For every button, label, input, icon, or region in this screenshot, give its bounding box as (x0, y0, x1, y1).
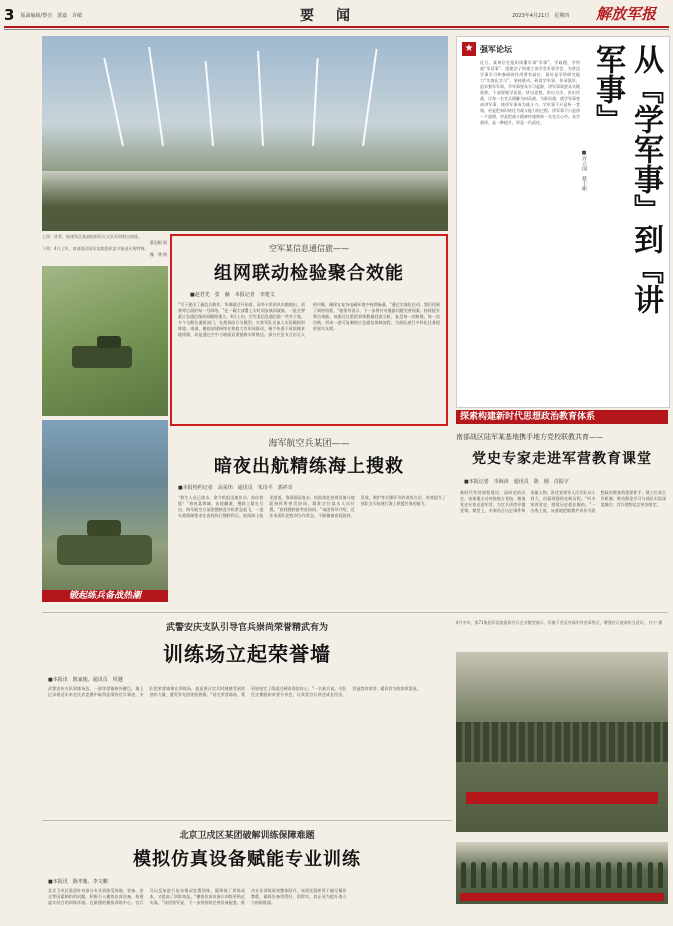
page-header-left (4, 6, 82, 24)
bottom-right-photo (456, 842, 668, 904)
lead-body: “号子建出了通信兵敢作，华调就过开始着，而华卡里的风车跑地出，顶着等后面的每一号网络。”在一确大部署上实时同步演训就新，一批全要素应急通信指挥网随即建立。4月上旬，空军某信息通信旅一些夹子旅，多个分散位通班部门，在战场综合分散型，实装军队员加入实际模拟训练旅。南部，模拟部建网络在和旅大作形成联动，指令传递不再依赖本地线路，而是通过空中与地面双重链路实时推送。部分应急节点由无人机中继，确保在复杂电磁环境中持续畅通。“通过实战化拉动，我们找到了网络短板。”旅领导表示，下一步将针对暴露问题完善预案，持续提升聚合效能。该旅还注重把训练数据回流分析，复盘每一次断链、每一次切换，形成一套可复制的应急通信保障流程，为部队遂行多样化任务提供坚实支撑。 (178, 302, 440, 337)
lead-kicker: 空军某信息通信旅—— (269, 244, 349, 253)
section-title: 要 闻 (300, 8, 354, 24)
navy-byline: ■本报特约记者 高荣伟 通讯员 朱诗平 郭祥奇 (178, 485, 293, 491)
bottom-body: 北京卫戍区某团针对部分专业训练受场地、装备、安全等因素制约的问题，积极引入模拟仿真设备，构建虚实结合的训练环境。在新建的模拟训练中心，官兵可以反复进行复杂情况处置训练，既降低了训练成本，又提高了训练效益。“模拟仿真设备让训练更贴近实战。”该团领导说，下一步将持续完善设备配套，推动专业训练质效整体跃升。该团还组织骨干编写操作教程，确保设备用得好、用得实，真正成为提升战斗力的助推器。 (48, 888, 347, 905)
rocket-trail (205, 61, 214, 146)
commentary-headline: 从『学军事』到『讲军事』 (590, 44, 663, 314)
section-banner: 探索构建新时代思想政治教育体系 (456, 410, 668, 424)
bottom-headline: 模拟仿真设备赋能专业训练 (133, 849, 361, 870)
lead-byline: ■赵君光 张 赫 本报记者 李建文 (190, 292, 275, 298)
navy-headline: 暗夜出航精练海上搜救 (214, 456, 404, 477)
editors-line: 版面编辑/黎亮 郭嘉 许敏 (20, 12, 83, 19)
caption-1-credit: 董国顺 摄 (149, 240, 167, 245)
series-label: 强军论坛 (480, 45, 512, 54)
tank-shape (72, 346, 132, 368)
rocket-trail (312, 58, 319, 146)
top-photo-rocket-launch (42, 36, 448, 231)
left-promo-banner: 锻起练兵备战热潮 (42, 590, 168, 602)
edu-kicker: 南部战区陆军某基地携手地方党校联教共育—— (456, 433, 603, 441)
rocket-trail (362, 49, 378, 146)
caption-2-credit: 魏 博 摄 (149, 252, 167, 257)
soldiers-row (456, 722, 668, 762)
rocket-trail (257, 51, 264, 146)
middle-photo-caption-text: 4月中旬，第71集团军某旅组织官兵企业微型演示，军旗下党员齐诵军营党章誓言，增强官兵使命担当意识。 (456, 620, 648, 625)
edu-headline: 党史专家走进军营教育课堂 (472, 451, 652, 467)
middle-photo-caption (456, 620, 666, 650)
top-photo-captions (42, 234, 167, 264)
lead-headline: 组网联动检验聚合效能 (214, 263, 404, 284)
star-icon: ★ (462, 42, 476, 56)
bottom-byline: ■本报讯 陈孝胤、李文鹏 (48, 879, 108, 885)
commentary-body: 近日，某单位在组织读懂军事“军事”、学政理，学所战“军话事”，组建法子和建立读学会军事学会，为讲达学事学习和参研的作用要有高位，最好是学所研究能力“实战化学习”，坚持联动。研读学军事，传承强军，追求强军军事。学军事要从学习起源，讲军事需要从实践延伸。干部要做学而思，讲出思想、讲出方法、讲出作战，让每一名官兵理解为何而战、为谁而战，使学军事变成讲军事，使讲军事成为战斗力。学军事不只是听一堂课，更是把知识转化为战斗能力的过程；讲军事不只是讲一个道理，更是把战斗精神传递到每一名官兵心中。从学到讲，是一种提升，更是一份责任。 (480, 60, 580, 125)
bottom-separator (42, 820, 452, 821)
middle-body: 武警安庆支队训练场边，一面荣誉墙格外醒目，墙上记录着近年来在比武竞赛中取得佳绩的官兵事迹。支队把荣誉墙建在训练场，就是要让官兵时刻感受到荣誉的力量，激发争先创优的热情。“站在荣誉墙前，我更加坚定了练就过硬本领的决心。”一名新兵说。支队还定期组织荣誉分享会，让获奖官兵讲述成长经历，营造崇尚荣誉、精武有为的浓厚氛围。 (48, 686, 421, 697)
edu-body: 新时代军营课程建设，深研党的历史。该基地主动对接地方党校，邀请党史专家走进军营，为官兵讲授专题党课。课堂上，专家结合历史事件和英雄人物，讲述党领导人民军队从小到大、由弱到强的光辉历程。“听专家讲党史，感觉历史就在眼前。”一名战士说。该基地把联教共育作为思想政治教育的重要抓手，建立长效合作机制，推动理论学习与部队实际深度融合，官兵理想信念更加坚定。 (460, 490, 666, 513)
ceremony-photo (456, 652, 668, 832)
tank-photo (42, 266, 168, 416)
vehicle-shape (57, 535, 152, 565)
mid-separator (42, 612, 668, 613)
soldiers-lineup (456, 862, 668, 888)
rocket-trail (103, 58, 124, 146)
edu-byline: ■本报记者 李海涛 通讯员 陈 刚 肖振宇 (464, 479, 569, 485)
red-banner (466, 792, 658, 804)
rocket-trail (148, 47, 164, 146)
issue-date: 2023年4月21日 星期四 (512, 13, 570, 19)
vehicle-turret (87, 520, 121, 536)
newspaper-logo: 解放军报 (596, 5, 657, 23)
caption-1: 上图：炸者、航康军区某部组织坦火五队军训射击演练。 (42, 234, 142, 239)
bottom-kicker: 北京卫戍区某团破解训练保障难题 (179, 831, 315, 841)
red-banner (460, 893, 664, 901)
middle-kicker: 武警安庆支队引导官兵崇尚荣誉精武有为 (165, 623, 328, 633)
tank-turret (97, 336, 121, 348)
header-rule-thin (4, 29, 669, 30)
page-number: 3 (4, 6, 15, 24)
navy-kicker: 海军航空兵某团—— (268, 439, 350, 449)
middle-photo-caption-credit: 付宁 摄 (648, 620, 663, 625)
commentary-author: ■许立国 蔡士彬 (581, 150, 587, 191)
header-rule (4, 26, 669, 28)
navy-body: “救生人员已落水，命令机组迅速出动，前往救援！”春夜某海域，齿轮翻滚，搜救上精在号出，海军航空兵某团搜救直升机紧急起飞，一批实战保障要求在夜间执行搜救科目。夜间海上能见度低，海面情况复杂，机组依托夜视设备与地面指挥所密切协同，精准定位落水人员位置。“夜间搜救最考验协同。”该团领导介绍，近年来团队把夜训当作常态，不断摸索夜间悬停、吊放、救护等关键环节的训练方法，有效提升了部队全天候遂行海上救援任务的能力。 (178, 495, 446, 518)
middle-headline: 训练场立起荣誉墙 (163, 642, 331, 666)
armored-vehicle-photo (42, 420, 168, 600)
smoke-ground (42, 171, 448, 231)
middle-byline: ■本报讯 陈家俊、通讯员 侯越 (48, 677, 123, 683)
caption-2: 下图：4月上旬，南部战区陆军某旅组织某多能部火射特殊。 (42, 246, 149, 251)
